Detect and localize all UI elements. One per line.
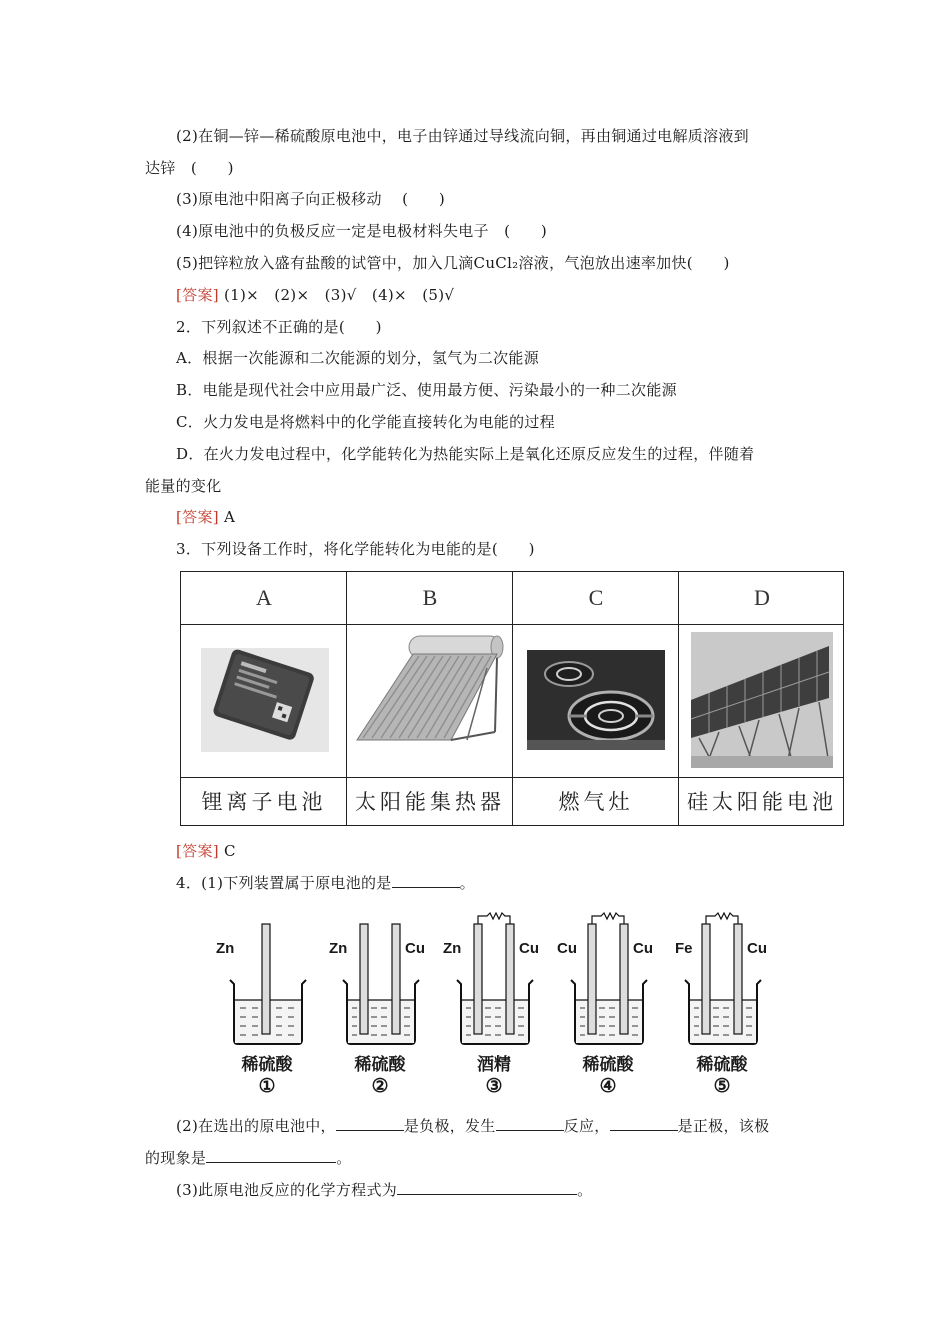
q2-option-d-line2: 能量的变化 [145,477,222,495]
solution-label: 酒精 [477,1055,511,1075]
electrode-right-label: Cu [405,940,425,957]
q1-item2-line2: 达锌 ( ) [145,159,234,177]
q2-option-b: B．电能是现代社会中应用最广泛、使用最方便、污染最小的一种二次能源 [176,381,677,399]
gas-stove-image [513,628,679,774]
header-c: C [588,585,604,610]
beaker-device-5 [667,912,777,1102]
beaker-device-3 [439,912,549,1102]
silicon-solar-panel-image [679,628,845,774]
answer-text: C [218,842,236,860]
answer-tag: [答案] [176,508,219,526]
q2-option-d-line1: D．在火力发电过程中，化学能转化为热能实际上是氧化还原反应发生的过程，伴随着 [176,445,755,463]
q1-item4: (4)原电池中的负极反应一定是电极材料失电子 ( ) [176,222,548,240]
answer-blank [610,1116,678,1131]
q4-part3: (3)此原电池反应的化学方程式为 。 [176,1181,593,1199]
answer-blank [336,1116,404,1131]
electrode-left-label: Cu [557,940,577,957]
caption-lithium-battery: 锂离子电池 [201,790,327,814]
electrode-left-label: Fe [675,940,693,957]
answer-blank [397,1180,577,1195]
solution-label: 稀硫酸 [354,1055,406,1075]
electrode-right-label: Cu [633,940,653,957]
q1-item3: (3)原电池中阳离子向正极移动 ( ) [176,190,446,208]
device-number: ② [371,1075,389,1097]
q4-part2-line1: (2)在选出的原电池中， 是负极，发生 反应， 是正极，该极 [176,1117,770,1135]
caption-solar-water-heater: 太阳能集热器 [355,790,505,814]
q2-stem: 2．下列叙述不正确的是( ) [176,318,382,336]
answer-tag: [答案] [176,286,219,304]
electrode-left-label: Zn [329,940,348,957]
solution-label: 稀硫酸 [696,1055,748,1075]
q1-item5: (5)把锌粒放入盛有盐酸的试管中，加入几滴CuCl₂溶液，气泡放出速率加快( ) [176,254,730,272]
answer-tag: [答案] [176,842,219,860]
q4-stem: 4．(1)下列装置属于原电池的是 。 [176,874,475,892]
electrode-right-label: Cu [747,940,767,957]
header-d: D [754,585,770,610]
beaker-device-4 [553,912,663,1102]
solution-label: 稀硫酸 [241,1055,293,1075]
solar-water-heater-image [347,628,513,774]
device-number: ① [258,1075,276,1097]
answer-blank [206,1148,336,1163]
answer-blank [392,873,460,888]
q3-answer [176,841,236,861]
q3-stem: 3．下列设备工作时，将化学能转化为电能的是( ) [176,540,535,558]
caption-gas-stove: 燃气灶 [558,790,634,814]
q2-option-c: C．火力发电是将燃料中的化学能直接转化为电能的过程 [176,413,555,431]
beaker-device-2 [325,912,435,1102]
caption-silicon-solar-cell: 硅太阳能电池 [687,790,837,814]
device-number: ⑤ [713,1075,731,1097]
lithium-battery-image [181,628,347,774]
q1-item2-line1: (2)在铜—锌—稀硫酸原电池中，电子由锌通过导线流向铜，再由铜通过电解质溶液到 [176,127,749,145]
solution-label: 稀硫酸 [582,1055,634,1075]
q2-answer [176,507,235,527]
device-number: ④ [599,1075,617,1097]
beaker-device-1 [212,912,322,1102]
electrode-left-label: Zn [216,940,235,957]
device-number: ③ [485,1075,503,1097]
electrode-right-label: Cu [519,940,539,957]
answer-text: (1)× (2)× (3)√ (4)× (5)√ [218,286,455,304]
header-a: A [256,585,272,610]
electrode-left-label: Zn [443,940,462,957]
header-b: B [422,585,438,610]
q2-option-a: A．根据一次能源和二次能源的划分，氢气为二次能源 [176,349,540,367]
answer-text: A [218,508,236,526]
devices-table [180,571,844,826]
q1-answer [176,285,454,305]
q4-part2-line2: 的现象是 。 [145,1149,352,1167]
answer-blank [496,1116,564,1131]
